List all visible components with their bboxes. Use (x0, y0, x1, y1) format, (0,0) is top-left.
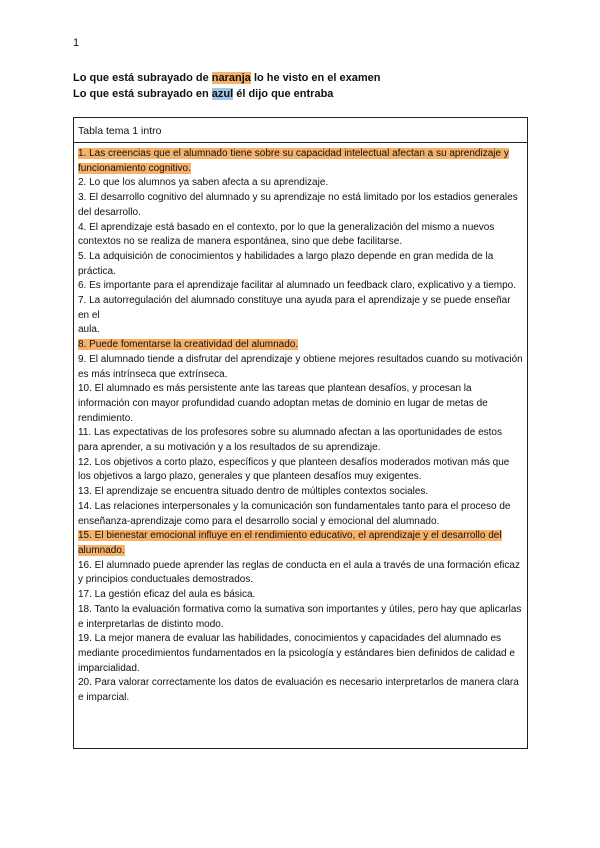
table-item-text: 5. La adquisición de conocimientos y habilidades a largo plazo depende en gran medida de la práctica. (78, 250, 494, 277)
legend-blue-line (73, 87, 381, 103)
table-item-text: 3. El desarrollo cognitivo del alumnado y su aprendizaje no está limitado por los estadios generales del desarrollo. (78, 192, 518, 218)
legend-orange-prefix: Lo que está subrayado de (73, 72, 212, 84)
table-item (78, 382, 523, 426)
table-item (78, 191, 523, 220)
table-item-text: 8. Puede fomentarse la creatividad del alumnado. (78, 339, 299, 351)
table-item-text: 18. Tanto la evaluación formativa como la sumativa son importantes y útiles, pero hay que aplicarlas e interpretarlas de distinto modo. (78, 603, 522, 630)
table-item (78, 147, 523, 176)
legend-orange-word: naranja (211, 72, 251, 84)
table-item (78, 588, 523, 603)
table-item-list (74, 143, 527, 706)
table-item-text: 13. El aprendizaje se encuentra situado dentro de múltiples contextos sociales. (78, 486, 429, 498)
table-item-text: 19. La mejor manera de evaluar las habilidades, conocimientos y capacidades del alumnado es mediante procedimientos fundamentados en la psicología y estándares bien definidos de calidad e imparcialidad. (78, 633, 515, 674)
table-item (78, 176, 523, 191)
table-item (78, 529, 523, 558)
legend-blue-word: azul (211, 87, 234, 100)
table-item (78, 279, 523, 294)
table-item-text: 6. Es importante para el aprendizaje facilitar al alumnado un feedback claro, explicativo y a tiempo. (78, 280, 517, 292)
table-title: Tabla tema 1 intro (74, 118, 527, 143)
table-item-text: 20. Para valorar correctamente los datos de evaluación es necesario interpretarlos de manera clara e imparcial. (78, 677, 519, 704)
table-item (78, 676, 523, 705)
table-item-text: aula. (78, 324, 100, 336)
table-item-text: 2. Lo que los alumnos ya saben afecta a su aprendizaje. (78, 177, 329, 189)
topic-table (73, 117, 528, 749)
table-item (78, 500, 523, 529)
table-item-text: 16. El alumnado puede aprender las reglas de conducta en el aula a través de una formación eficaz y principios conductuales demostrados. (78, 559, 520, 586)
legend-blue-prefix: Lo que está subrayado en (73, 87, 212, 100)
page-number: 1 (73, 37, 80, 49)
highlight-legend (73, 71, 381, 102)
table-item-text: 10. El alumnado es más persistente ante las tareas que plantean desafíos, y procesan la información con mayor profundidad cuando adoptan metas de dominio en lugar de metas de rendimiento. (78, 383, 488, 424)
table-item (78, 294, 523, 338)
table-item-text: 9. El alumnado tiende a disfrutar del aprendizaje y obtiene mejores resultados cuando su motivación es más intrínseca que extrínseca. (78, 353, 523, 380)
table-item-text: 15. El bienestar emocional influye en el rendimiento educativo, el aprendizaje y el desarrollo del alumnado. (78, 530, 502, 556)
table-item-text: 12. Los objetivos a corto plazo, específicos y que planteen desafíos moderados motivan más que los objetivos a largo plazo, generales y que planteen desafíos muy exigentes. (78, 456, 510, 483)
table-item (78, 250, 523, 279)
table-item (78, 603, 523, 632)
table-item-text: 14. Las relaciones interpersonales y la comunicación son fundamentales tanto para el proceso de enseñanza-aprendizaje como para el desarrollo social y emocional del alumnado. (78, 500, 511, 527)
table-item-text: 7. La autorregulación del alumnado constituye una ayuda para el aprendizaje y se puede enseñar en el (78, 295, 511, 321)
legend-orange-line (73, 71, 381, 87)
table-item-text: 17. La gestión eficaz del aula es básica. (78, 589, 256, 601)
table-item-text: 1. Las creencias que el alumnado tiene sobre su capacidad intelectual afectan a su aprendizaje y funcionamiento cognitivo. (78, 148, 509, 174)
table-item (78, 485, 523, 500)
legend-orange-suffix: lo he visto en el examen (250, 72, 381, 84)
table-item-text: 4. El aprendizaje está basado en el contexto, por lo que la generalización del mismo a nuevos contextos no se realiza de manera espontánea, sino que debe facilitarse. (78, 221, 495, 248)
table-item (78, 456, 523, 485)
table-item (78, 632, 523, 676)
legend-blue-suffix: él dijo que entraba (233, 87, 334, 100)
table-item (78, 426, 523, 455)
table-item (78, 559, 523, 588)
table-item-text: 11. Las expectativas de los profesores sobre su alumnado afectan a las oportunidades de estos para aprender, a su motivación y a los resultados de su aprendizaje. (78, 427, 502, 454)
table-item (78, 338, 523, 353)
table-item (78, 353, 523, 382)
table-item (78, 221, 523, 250)
